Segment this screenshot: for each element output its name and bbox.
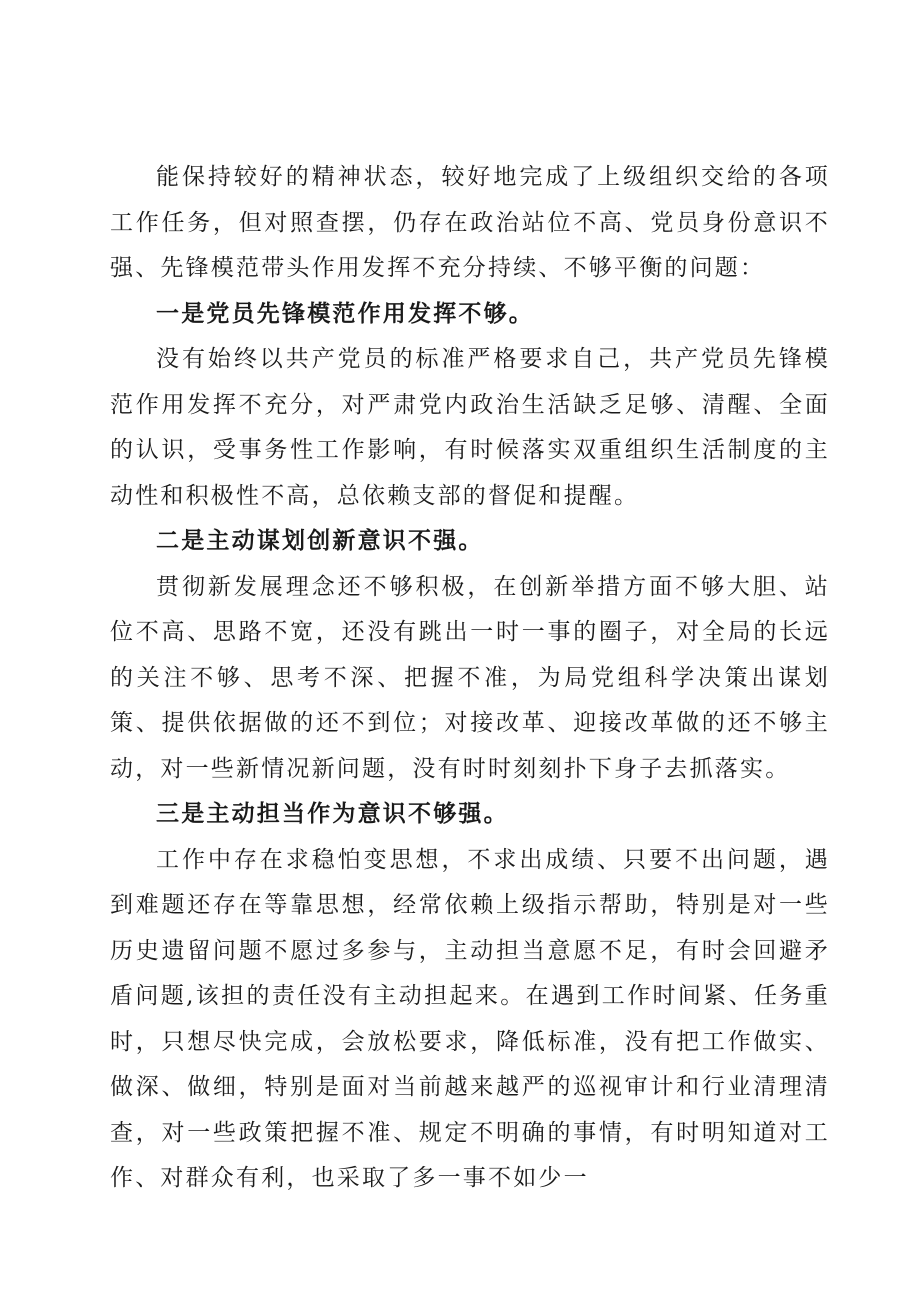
section-heading-1: 一是党员先锋模范作用发挥不够。 [156, 300, 534, 327]
section-body-2: 贯彻新发展理念还不够积极，在创新举措方面不够大胆、站位不高、思路不宽，还没有跳出一时一事的圈子，对全局的长远的关注不够、思考不深、把握不准，为局党组科学决策出谋划策、提供依据做的还不到位；对接改革、迎接改革做的还不够主动，对一些新情况新问题，没有时时刻刻扑下身子去抓落实。 [110, 573, 830, 782]
document-page [110, 155, 830, 1202]
section-heading-2: 二是主动谋划创新意识不强。 [156, 528, 484, 554]
section-body-3: 工作中存在求稳怕变思想，不求出成绩、只要不出问题，遇到难题还存在等靠思想，经常依赖上级指示帮助，特别是对一些历史遗留问题不愿过多参与，主动担当意愿不足，有时会回避矛盾问题,该担的责任没有主动担起来。在遇到工作时间紧、任务重时，只想尽快完成，会放松要求，降低标准，没有把工作做实、做深、做细，特别是面对当前越来越严的巡视审计和行业清理清查，对一些政策把握不准、规定不明确的事情，有时明知道对工作、对群众有利，也采取了多一事不如少一 [110, 846, 830, 1191]
intro-paragraph: 能保持较好的精神状态，较好地完成了上级组织交给的各项工作任务，但对照查摆，仍存在政治站位不高、党员身份意识不强、先锋模范带头作用发挥不充分持续、不够平衡的问题： [110, 164, 830, 281]
section-heading-3: 三是主动担当作为意识不够强。 [156, 801, 509, 827]
section-body-1: 没有始终以共产党员的标准严格要求自己，共产党员先锋模范作用发挥不充分，对严肃党内政治生活缺乏足够、清醒、全面的认识，受事务性工作影响，有时候落实双重组织生活制度的主动性和积极性不高，总依赖支部的督促和提醒。 [110, 346, 830, 509]
